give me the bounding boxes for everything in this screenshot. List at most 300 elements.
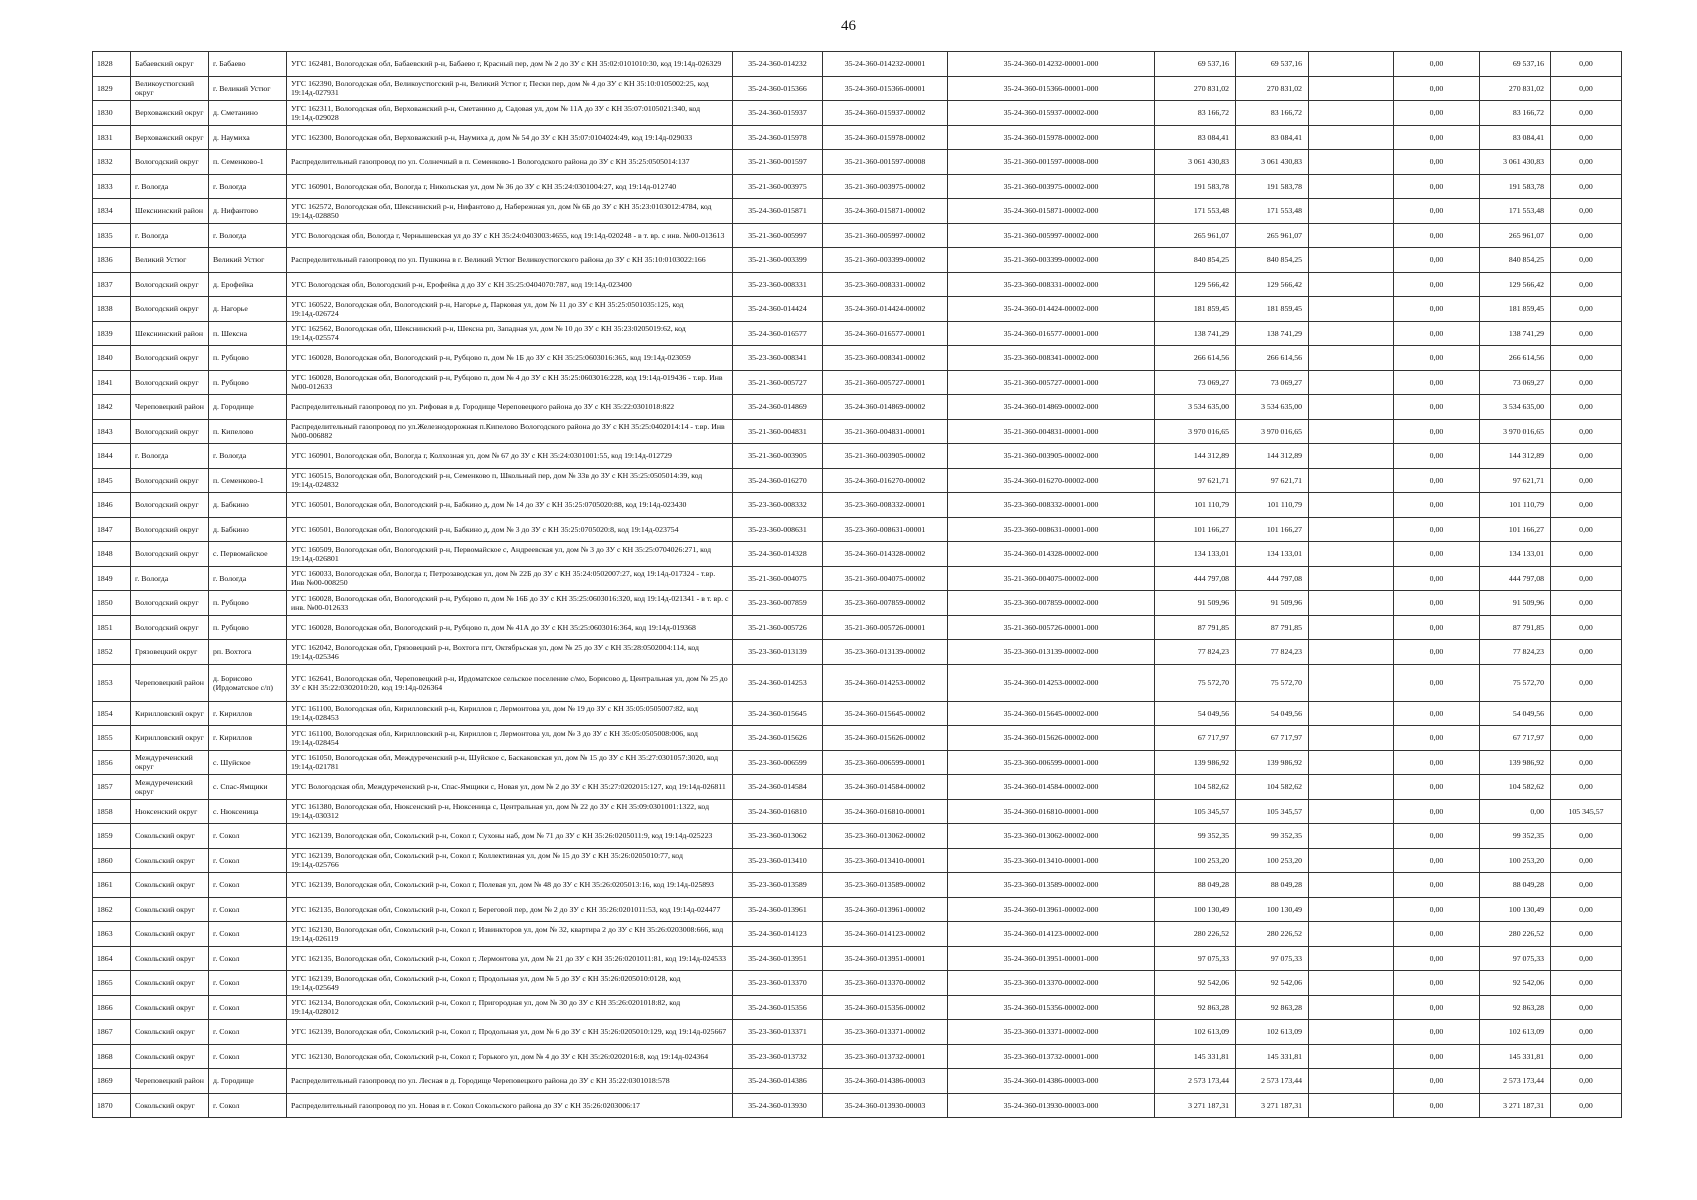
- object-code: 35-21-360-005726-00001: [823, 615, 948, 640]
- inventory-code: 35-24-360-016270: [733, 468, 823, 493]
- row-number: 1861: [93, 873, 131, 898]
- value: 145 331,81: [1480, 1044, 1551, 1069]
- full-code: 35-23-360-008341-00002-000: [948, 346, 1155, 371]
- empty-column: [1309, 946, 1394, 971]
- depreciation: 0,00: [1394, 775, 1480, 800]
- depreciation: 0,00: [1394, 297, 1480, 322]
- other-value: 105 345,57: [1551, 799, 1622, 824]
- object-code: 35-21-360-005997-00002: [823, 223, 948, 248]
- residual-cost: 101 166,27: [1236, 517, 1309, 542]
- settlement: п. Семенково-1: [209, 150, 287, 175]
- object-description: УГС 162130, Вологодская обл, Сокольский р-н, Сокол г, Извинкторов ул, дом № 32, квартира 2 до ЗУ с КН 35:26:0203008:666, код 19:14д-026119: [287, 922, 733, 947]
- depreciation: 0,00: [1394, 726, 1480, 751]
- object-code: 35-24-360-015626-00002: [823, 726, 948, 751]
- initial-cost: 266 614,56: [1155, 346, 1236, 371]
- empty-column: [1309, 444, 1394, 469]
- full-code: 35-24-360-015937-00002-000: [948, 101, 1155, 126]
- district: г. Вологда: [131, 174, 209, 199]
- inventory-code: 35-23-360-008331: [733, 272, 823, 297]
- row-number: 1843: [93, 419, 131, 444]
- other-value: 0,00: [1551, 775, 1622, 800]
- object-description: Распределительный газопровод по ул.Железнодорожная п.Кипелово Вологодского района до ЗУ с КН 35:25:0402014:14 - т.вр. Инв №00-006882: [287, 419, 733, 444]
- initial-cost: 265 961,07: [1155, 223, 1236, 248]
- full-code: 35-23-360-013371-00002-000: [948, 1020, 1155, 1045]
- row-number: 1870: [93, 1093, 131, 1118]
- object-description: УГС 162481, Вологодская обл, Бабаевский р-н, Бабаево г, Красный пер, дом № 2 до ЗУ с КН 35:02:0101010:30, код 19:14д-026329: [287, 52, 733, 77]
- other-value: 0,00: [1551, 125, 1622, 150]
- residual-cost: 97 075,33: [1236, 946, 1309, 971]
- inventory-code: 35-24-360-013951: [733, 946, 823, 971]
- full-code: 35-23-360-007859-00002-000: [948, 591, 1155, 616]
- empty-column: [1309, 775, 1394, 800]
- residual-cost: 101 110,79: [1236, 493, 1309, 518]
- initial-cost: 139 986,92: [1155, 750, 1236, 775]
- district: Сокольский округ: [131, 922, 209, 947]
- initial-cost: 92 863,28: [1155, 995, 1236, 1020]
- value: 97 075,33: [1480, 946, 1551, 971]
- object-code: 35-23-360-013370-00002: [823, 971, 948, 996]
- district: Кирилловский округ: [131, 701, 209, 726]
- residual-cost: 97 621,71: [1236, 468, 1309, 493]
- settlement: д. Городище: [209, 1069, 287, 1094]
- object-code: 35-23-360-013589-00002: [823, 873, 948, 898]
- other-value: 0,00: [1551, 1093, 1622, 1118]
- initial-cost: 171 553,48: [1155, 199, 1236, 224]
- residual-cost: 129 566,42: [1236, 272, 1309, 297]
- row-number: 1866: [93, 995, 131, 1020]
- object-description: Распределительный газопровод по ул. Новая в г. Сокол Сокольского района до ЗУ с КН 35:26:0203006:17: [287, 1093, 733, 1118]
- object-description: УГС 160901, Вологодская обл, Вологда г, Никольская ул, дом № 36 до ЗУ с КН 35:24:0301004:27, код 19:14д-012740: [287, 174, 733, 199]
- row-number: 1830: [93, 101, 131, 126]
- table-row: [93, 873, 1622, 898]
- object-description: УГС 162641, Вологодская обл, Череповецкий р-н, Ирдоматское сельское поселение с/мо, Борисово д, Центральная ул, дом № 25 до ЗУ с КН 35:22:0302010:20, код 19:14д-026364: [287, 664, 733, 701]
- district: Вологодский округ: [131, 493, 209, 518]
- object-code: 35-24-360-015937-00002: [823, 101, 948, 126]
- district: Междуреченский округ: [131, 775, 209, 800]
- residual-cost: 91 509,96: [1236, 591, 1309, 616]
- other-value: 0,00: [1551, 1020, 1622, 1045]
- district: Череповецкий район: [131, 1069, 209, 1094]
- row-number: 1833: [93, 174, 131, 199]
- full-code: 35-24-360-015978-00002-000: [948, 125, 1155, 150]
- value: 444 797,08: [1480, 566, 1551, 591]
- value: 104 582,62: [1480, 775, 1551, 800]
- inventory-code: 35-23-360-008332: [733, 493, 823, 518]
- depreciation: 0,00: [1394, 1020, 1480, 1045]
- row-number: 1836: [93, 248, 131, 273]
- empty-column: [1309, 346, 1394, 371]
- residual-cost: 134 133,01: [1236, 542, 1309, 567]
- empty-column: [1309, 824, 1394, 849]
- page-number: 46: [841, 18, 856, 34]
- depreciation: 0,00: [1394, 664, 1480, 701]
- initial-cost: 101 166,27: [1155, 517, 1236, 542]
- settlement: с. Первомайское: [209, 542, 287, 567]
- initial-cost: 3 970 016,65: [1155, 419, 1236, 444]
- depreciation: 0,00: [1394, 76, 1480, 101]
- inventory-code: 35-24-360-015356: [733, 995, 823, 1020]
- table-row: [93, 52, 1622, 77]
- row-number: 1862: [93, 897, 131, 922]
- table-row: [93, 750, 1622, 775]
- inventory-code: 35-21-360-003399: [733, 248, 823, 273]
- value: 100 130,49: [1480, 897, 1551, 922]
- object-description: УГС 160901, Вологодская обл, Вологда г, Колхозная ул, дом № 67 до ЗУ с КН 35:24:0301001:55, код 19:14д-012729: [287, 444, 733, 469]
- depreciation: 0,00: [1394, 971, 1480, 996]
- district: Сокольский округ: [131, 971, 209, 996]
- row-number: 1845: [93, 468, 131, 493]
- full-code: 35-24-360-015871-00002-000: [948, 199, 1155, 224]
- full-code: 35-21-360-003399-00002-000: [948, 248, 1155, 273]
- value: 266 614,56: [1480, 346, 1551, 371]
- depreciation: 0,00: [1394, 444, 1480, 469]
- settlement: г. Великий Устюг: [209, 76, 287, 101]
- object-description: УГС 162042, Вологодская обл, Грязовецкий р-н, Вохтога пгт, Октябрьская ул, дом № 25 до ЗУ с КН 35:28:0502004:114, код 19:14д-025346: [287, 640, 733, 665]
- row-number: 1842: [93, 395, 131, 420]
- value: 265 961,07: [1480, 223, 1551, 248]
- district: Вологодский округ: [131, 150, 209, 175]
- table-row: [93, 248, 1622, 273]
- value: 280 226,52: [1480, 922, 1551, 947]
- table-row: [93, 1069, 1622, 1094]
- object-code: 35-24-360-014869-00002: [823, 395, 948, 420]
- district: Сокольский округ: [131, 873, 209, 898]
- depreciation: 0,00: [1394, 897, 1480, 922]
- row-number: 1841: [93, 370, 131, 395]
- residual-cost: 3 534 635,00: [1236, 395, 1309, 420]
- initial-cost: 73 069,27: [1155, 370, 1236, 395]
- settlement: г. Вологда: [209, 566, 287, 591]
- table-row: [93, 76, 1622, 101]
- object-description: УГС 160522, Вологодская обл, Вологодский р-н, Нагорье д, Парковая ул, дом № 11 до ЗУ с КН 35:25:0501035:125, код 19:14д-026724: [287, 297, 733, 322]
- object-code: 35-24-360-014328-00002: [823, 542, 948, 567]
- empty-column: [1309, 297, 1394, 322]
- settlement: п. Рубцово: [209, 370, 287, 395]
- residual-cost: 92 542,06: [1236, 971, 1309, 996]
- depreciation: 0,00: [1394, 395, 1480, 420]
- inventory-code: 35-23-360-013139: [733, 640, 823, 665]
- row-number: 1865: [93, 971, 131, 996]
- settlement: д. Нифантово: [209, 199, 287, 224]
- value: 134 133,01: [1480, 542, 1551, 567]
- initial-cost: 97 621,71: [1155, 468, 1236, 493]
- table-row: [93, 897, 1622, 922]
- residual-cost: 75 572,70: [1236, 664, 1309, 701]
- settlement: д. Нагорье: [209, 297, 287, 322]
- table-row: [93, 946, 1622, 971]
- inventory-code: 35-24-360-015937: [733, 101, 823, 126]
- settlement: г. Кириллов: [209, 701, 287, 726]
- object-code: 35-23-360-008331-00002: [823, 272, 948, 297]
- full-code: 35-24-360-014232-00001-000: [948, 52, 1155, 77]
- empty-column: [1309, 199, 1394, 224]
- district: Вологодский округ: [131, 591, 209, 616]
- district: Сокольский округ: [131, 1093, 209, 1118]
- object-code: 35-24-360-015871-00002: [823, 199, 948, 224]
- district: г. Вологда: [131, 444, 209, 469]
- row-number: 1846: [93, 493, 131, 518]
- full-code: 35-24-360-013951-00001-000: [948, 946, 1155, 971]
- table-row: [93, 150, 1622, 175]
- table-row: [93, 1093, 1622, 1118]
- full-code: 35-24-360-013961-00002-000: [948, 897, 1155, 922]
- depreciation: 0,00: [1394, 750, 1480, 775]
- inventory-code: 35-24-360-015626: [733, 726, 823, 751]
- inventory-code: 35-21-360-003975: [733, 174, 823, 199]
- object-code: 35-21-360-004075-00002: [823, 566, 948, 591]
- initial-cost: 144 312,89: [1155, 444, 1236, 469]
- other-value: 0,00: [1551, 848, 1622, 873]
- full-code: 35-23-360-008332-00001-000: [948, 493, 1155, 518]
- other-value: 0,00: [1551, 1069, 1622, 1094]
- inventory-code: 35-23-360-013370: [733, 971, 823, 996]
- row-number: 1854: [93, 701, 131, 726]
- other-value: 0,00: [1551, 517, 1622, 542]
- object-description: УГС 162130, Вологодская обл, Сокольский р-н, Сокол г, Горького ул, дом № 4 до ЗУ с КН 35:26:0202016:8, код 19:14д-024364: [287, 1044, 733, 1069]
- initial-cost: 99 352,35: [1155, 824, 1236, 849]
- other-value: 0,00: [1551, 52, 1622, 77]
- depreciation: 0,00: [1394, 419, 1480, 444]
- table-row: [93, 419, 1622, 444]
- full-code: 35-23-360-013410-00001-000: [948, 848, 1155, 873]
- empty-column: [1309, 248, 1394, 273]
- other-value: 0,00: [1551, 664, 1622, 701]
- residual-cost: 73 069,27: [1236, 370, 1309, 395]
- settlement: Великий Устюг: [209, 248, 287, 273]
- residual-cost: 3 970 016,65: [1236, 419, 1309, 444]
- value: 87 791,85: [1480, 615, 1551, 640]
- full-code: 35-23-360-008631-00001-000: [948, 517, 1155, 542]
- table-row: [93, 995, 1622, 1020]
- depreciation: 0,00: [1394, 799, 1480, 824]
- initial-cost: 77 824,23: [1155, 640, 1236, 665]
- inventory-code: 35-21-360-001597: [733, 150, 823, 175]
- full-code: 35-23-360-013062-00002-000: [948, 824, 1155, 849]
- depreciation: 0,00: [1394, 946, 1480, 971]
- table-row: [93, 701, 1622, 726]
- table-row: [93, 542, 1622, 567]
- district: Кирилловский округ: [131, 726, 209, 751]
- empty-column: [1309, 1020, 1394, 1045]
- inventory-code: 35-24-360-014123: [733, 922, 823, 947]
- table-row: [93, 125, 1622, 150]
- initial-cost: 3 061 430,83: [1155, 150, 1236, 175]
- object-code: 35-24-360-014386-00003: [823, 1069, 948, 1094]
- settlement: с. Шуйское: [209, 750, 287, 775]
- settlement: д. Борисово (Ирдоматское с/п): [209, 664, 287, 701]
- district: Великоустюгский округ: [131, 76, 209, 101]
- object-description: УГС 162572, Вологодская обл, Шекснинский р-н, Нифантово д, Набережная ул, дом № 6Б до ЗУ с КН 35:23:0103012:4784, код 19:14д-028850: [287, 199, 733, 224]
- empty-column: [1309, 52, 1394, 77]
- settlement: г. Сокол: [209, 971, 287, 996]
- other-value: 0,00: [1551, 946, 1622, 971]
- object-description: УГС 162390, Вологодская обл, Великоустюгский р-н, Великий Устюг г, Пески пер, дом № 4 до ЗУ с КН 35:10:0105002:25, код 19:14д-027931: [287, 76, 733, 101]
- value: 270 831,02: [1480, 76, 1551, 101]
- object-code: 35-24-360-013930-00003: [823, 1093, 948, 1118]
- value: 73 069,27: [1480, 370, 1551, 395]
- residual-cost: 181 859,45: [1236, 297, 1309, 322]
- value: 92 863,28: [1480, 995, 1551, 1020]
- district: Верховажский округ: [131, 101, 209, 126]
- table-row: [93, 664, 1622, 701]
- district: Вологодский округ: [131, 542, 209, 567]
- object-code: 35-23-360-008631-00001: [823, 517, 948, 542]
- value: 75 572,70: [1480, 664, 1551, 701]
- table-row: [93, 370, 1622, 395]
- value: 181 859,45: [1480, 297, 1551, 322]
- initial-cost: 67 717,97: [1155, 726, 1236, 751]
- inventory-code: 35-21-360-004831: [733, 419, 823, 444]
- row-number: 1852: [93, 640, 131, 665]
- residual-cost: 265 961,07: [1236, 223, 1309, 248]
- value: 100 253,20: [1480, 848, 1551, 873]
- initial-cost: 191 583,78: [1155, 174, 1236, 199]
- table-row: [93, 297, 1622, 322]
- empty-column: [1309, 922, 1394, 947]
- value: 191 583,78: [1480, 174, 1551, 199]
- inventory-code: 35-24-360-015645: [733, 701, 823, 726]
- object-description: УГС Вологодская обл, Междуреченский р-н, Спас-Ямщики с, Новая ул, дом № 2 до ЗУ с КН 35:27:0202015:127, код 19:14д-026811: [287, 775, 733, 800]
- initial-cost: 138 741,29: [1155, 321, 1236, 346]
- residual-cost: 171 553,48: [1236, 199, 1309, 224]
- depreciation: 0,00: [1394, 701, 1480, 726]
- initial-cost: 102 613,09: [1155, 1020, 1236, 1045]
- depreciation: 0,00: [1394, 223, 1480, 248]
- value: 67 717,97: [1480, 726, 1551, 751]
- other-value: 0,00: [1551, 346, 1622, 371]
- object-description: УГС 162139, Вологодская обл, Сокольский р-н, Сокол г, Коллективная ул, дом № 15 до ЗУ с КН 35:26:0205010:77, код 19:14д-025766: [287, 848, 733, 873]
- initial-cost: 91 509,96: [1155, 591, 1236, 616]
- settlement: г. Сокол: [209, 824, 287, 849]
- object-description: УГС 161100, Вологодская обл, Кирилловский р-н, Кириллов г, Лермонтова ул, дом № 3 до ЗУ с КН 35:05:0505008:006, код 19:14д-028454: [287, 726, 733, 751]
- residual-cost: 99 352,35: [1236, 824, 1309, 849]
- residual-cost: 840 854,25: [1236, 248, 1309, 273]
- residual-cost: 83 166,72: [1236, 101, 1309, 126]
- inventory-code: 35-21-360-004075: [733, 566, 823, 591]
- full-code: 35-24-360-013930-00003-000: [948, 1093, 1155, 1118]
- initial-cost: 3 271 187,31: [1155, 1093, 1236, 1118]
- full-code: 35-24-360-014386-00003-000: [948, 1069, 1155, 1094]
- full-code: 35-24-360-016270-00002-000: [948, 468, 1155, 493]
- table-row: [93, 848, 1622, 873]
- object-code: 35-21-360-003905-00002: [823, 444, 948, 469]
- object-code: 35-23-360-013371-00002: [823, 1020, 948, 1045]
- empty-column: [1309, 591, 1394, 616]
- depreciation: 0,00: [1394, 922, 1480, 947]
- value: 88 049,28: [1480, 873, 1551, 898]
- value: 3 534 635,00: [1480, 395, 1551, 420]
- residual-cost: 139 986,92: [1236, 750, 1309, 775]
- object-description: УГС 162135, Вологодская обл, Сокольский р-н, Сокол г, Лермонтова ул, дом № 21 до ЗУ с КН 35:26:0201011:81, код 19:14д-024533: [287, 946, 733, 971]
- row-number: 1867: [93, 1020, 131, 1045]
- initial-cost: 840 854,25: [1155, 248, 1236, 273]
- full-code: 35-24-360-015645-00002-000: [948, 701, 1155, 726]
- district: Сокольский округ: [131, 848, 209, 873]
- empty-column: [1309, 701, 1394, 726]
- table-row: [93, 174, 1622, 199]
- empty-column: [1309, 726, 1394, 751]
- residual-cost: 145 331,81: [1236, 1044, 1309, 1069]
- full-code: 35-21-360-003975-00002-000: [948, 174, 1155, 199]
- full-code: 35-24-360-015366-00001-000: [948, 76, 1155, 101]
- empty-column: [1309, 799, 1394, 824]
- residual-cost: 444 797,08: [1236, 566, 1309, 591]
- object-code: 35-23-360-013732-00001: [823, 1044, 948, 1069]
- residual-cost: 100 253,20: [1236, 848, 1309, 873]
- empty-column: [1309, 370, 1394, 395]
- object-description: УГС 160501, Вологодская обл, Вологодский р-н, Бабкино д, дом № 3 до ЗУ с КН 35:25:0705020:8, код 19:14д-023754: [287, 517, 733, 542]
- residual-cost: 270 831,02: [1236, 76, 1309, 101]
- object-description: УГС 160028, Вологодская обл, Вологодский р-н, Рубцово п, дом № 1Б до ЗУ с КН 35:25:0603016:365, код 19:14д-023059: [287, 346, 733, 371]
- depreciation: 0,00: [1394, 150, 1480, 175]
- empty-column: [1309, 150, 1394, 175]
- district: Череповецкий район: [131, 395, 209, 420]
- object-code: 35-21-360-003975-00002: [823, 174, 948, 199]
- residual-cost: 102 613,09: [1236, 1020, 1309, 1045]
- object-description: Распределительный газопровод по ул. Пушкина в г. Великий Устюг Великоустюгского района до ЗУ с КН 35:10:0103022:166: [287, 248, 733, 273]
- full-code: 35-21-360-004075-00002-000: [948, 566, 1155, 591]
- residual-cost: 191 583,78: [1236, 174, 1309, 199]
- inventory-code: 35-24-360-013930: [733, 1093, 823, 1118]
- full-code: 35-23-360-008331-00002-000: [948, 272, 1155, 297]
- district: г. Вологда: [131, 223, 209, 248]
- depreciation: 0,00: [1394, 321, 1480, 346]
- value: 138 741,29: [1480, 321, 1551, 346]
- other-value: 0,00: [1551, 750, 1622, 775]
- row-number: 1857: [93, 775, 131, 800]
- object-description: УГС Вологодская обл, Вологда г, Чернышевская ул до ЗУ с КН 35:24:0403003:4655, код 19:14д-020248 - в т. вр. с инв. №00-013613: [287, 223, 733, 248]
- inventory-code: 35-23-360-006599: [733, 750, 823, 775]
- object-description: УГС 160028, Вологодская обл, Вологодский р-н, Рубцово п, дом № 41А до ЗУ с КН 35:25:0603016:364, код 19:14д-019368: [287, 615, 733, 640]
- district: Сокольский округ: [131, 946, 209, 971]
- depreciation: 0,00: [1394, 1044, 1480, 1069]
- value: 101 110,79: [1480, 493, 1551, 518]
- object-description: УГС 161050, Вологодская обл, Междуреченский р-н, Шуйское с, Баскаковская ул, дом № 15 до ЗУ с КН 35:27:0301057:3020, код 19:14д-021781: [287, 750, 733, 775]
- other-value: 0,00: [1551, 321, 1622, 346]
- settlement: п. Семенково-1: [209, 468, 287, 493]
- table-row: [93, 824, 1622, 849]
- full-code: 35-24-360-015356-00002-000: [948, 995, 1155, 1020]
- settlement: г. Сокол: [209, 1093, 287, 1118]
- table-row: [93, 640, 1622, 665]
- residual-cost: 83 084,41: [1236, 125, 1309, 150]
- initial-cost: 88 049,28: [1155, 873, 1236, 898]
- residual-cost: 2 573 173,44: [1236, 1069, 1309, 1094]
- initial-cost: 100 253,20: [1155, 848, 1236, 873]
- inventory-code: 35-23-360-008631: [733, 517, 823, 542]
- table-row: [93, 493, 1622, 518]
- inventory-code: 35-24-360-016577: [733, 321, 823, 346]
- object-description: Распределительный газопровод по ул. Лесная в д. Городище Череповецкого района до ЗУ с КН 35:22:0301018:578: [287, 1069, 733, 1094]
- district: Вологодский округ: [131, 346, 209, 371]
- row-number: 1855: [93, 726, 131, 751]
- district: Междуреченский округ: [131, 750, 209, 775]
- depreciation: 0,00: [1394, 101, 1480, 126]
- object-code: 35-24-360-016577-00001: [823, 321, 948, 346]
- empty-column: [1309, 321, 1394, 346]
- other-value: 0,00: [1551, 248, 1622, 273]
- object-description: УГС 160028, Вологодская обл, Вологодский р-н, Рубцово п, дом № 4 до ЗУ с КН 35:25:0603016:228, код 19:14д-019436 - т.вр. Инв №00-012633: [287, 370, 733, 395]
- object-code: 35-21-360-003399-00002: [823, 248, 948, 273]
- value: 83 166,72: [1480, 101, 1551, 126]
- table-row: [93, 517, 1622, 542]
- empty-column: [1309, 101, 1394, 126]
- full-code: 35-23-360-013589-00002-000: [948, 873, 1155, 898]
- other-value: 0,00: [1551, 493, 1622, 518]
- value: 97 621,71: [1480, 468, 1551, 493]
- object-description: УГС 160033, Вологодская обл, Вологда г, Петрозаводская ул, дом № 22Б до ЗУ с КН 35:24:0502007:27, код 19:14д-017324 - т.вр. Инв №00-008250: [287, 566, 733, 591]
- empty-column: [1309, 223, 1394, 248]
